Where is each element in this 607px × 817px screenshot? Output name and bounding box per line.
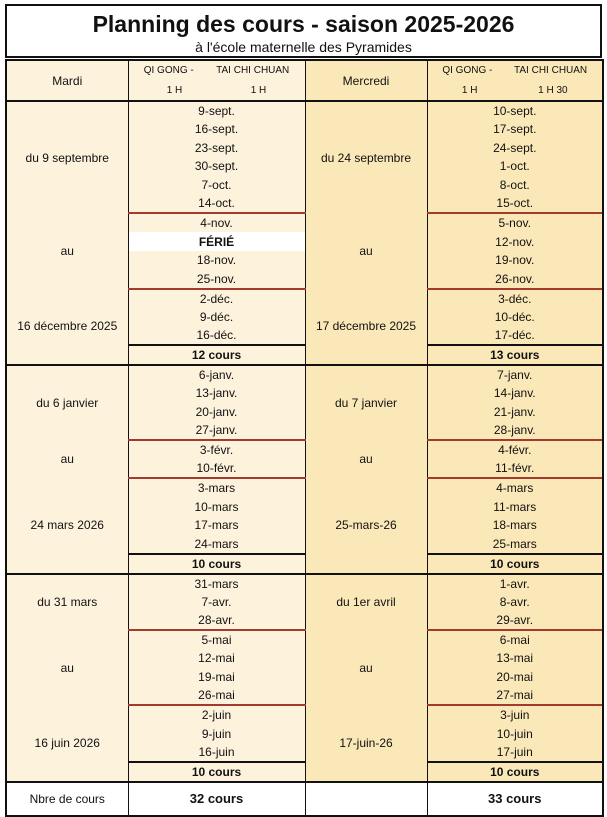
- tuesday-date: 4-nov.: [128, 213, 305, 232]
- header-mercredi-courses: [427, 60, 603, 101]
- wednesday-date: 10-déc.: [427, 308, 603, 327]
- wednesday-date: 3-juin: [427, 705, 603, 724]
- tuesday-date: 27-janv.: [128, 421, 305, 440]
- date-row: [6, 101, 603, 120]
- wednesday-date: 11-mars: [427, 497, 603, 516]
- footer-tuesday-total: 32 cours: [128, 782, 305, 816]
- header-mercredi-qigong: QI GONG -: [442, 64, 493, 76]
- header-mardi-courses: [128, 60, 305, 101]
- page-subtitle: à l'école maternelle des Pyramides: [195, 39, 412, 55]
- tuesday-date: 14-oct.: [128, 194, 305, 213]
- date-row: [6, 213, 603, 232]
- date-row: [6, 574, 603, 593]
- wednesday-date: 7-janv.: [427, 365, 603, 384]
- tuesday-date: 17-mars: [128, 516, 305, 535]
- wednesday-period-total: 13 cours: [427, 345, 603, 365]
- wednesday-date: 29-avr.: [427, 611, 603, 630]
- date-row: [6, 705, 603, 724]
- wednesday-date: 26-nov.: [427, 270, 603, 289]
- tuesday-date: 7-oct.: [128, 176, 305, 195]
- wednesday-date: 19-nov.: [427, 251, 603, 270]
- wednesday-date: 6-mai: [427, 630, 603, 649]
- tuesday-period-label: 16 juin 2026: [6, 705, 128, 782]
- footer-wednesday-total: 33 cours: [427, 782, 603, 816]
- tuesday-date: 10-févr.: [128, 459, 305, 478]
- tuesday-date: 7-avr.: [128, 593, 305, 612]
- tuesday-date: 2-déc.: [128, 289, 305, 308]
- wednesday-period-total: 10 cours: [427, 554, 603, 574]
- tuesday-date: 2-juin: [128, 705, 305, 724]
- header-mardi-taichi: TAI CHI CHUAN: [216, 64, 290, 76]
- wednesday-date: 4-mars: [427, 478, 603, 497]
- wednesday-date: 3-déc.: [427, 289, 603, 308]
- wednesday-date: 10-juin: [427, 724, 603, 743]
- wednesday-date: 18-mars: [427, 516, 603, 535]
- tuesday-period-label: du 31 mars: [6, 574, 128, 631]
- tuesday-date: 9-juin: [128, 724, 305, 743]
- wednesday-date: 8-avr.: [427, 593, 603, 612]
- tuesday-date: 6-janv.: [128, 365, 305, 384]
- wednesday-date: 1-avr.: [427, 574, 603, 593]
- tuesday-date: 18-nov.: [128, 251, 305, 270]
- tuesday-date: 28-avr.: [128, 611, 305, 630]
- tuesday-date: 3-févr.: [128, 440, 305, 459]
- wednesday-period-label: 17-juin-26: [305, 705, 427, 782]
- wednesday-date: 20-mai: [427, 668, 603, 687]
- header-mercredi: Mercredi: [305, 60, 427, 101]
- date-row: [6, 630, 603, 649]
- page-title: Planning des cours - saison 2025-2026: [92, 11, 515, 37]
- header-row: [6, 60, 603, 101]
- wednesday-period-total: 10 cours: [427, 762, 603, 782]
- tuesday-date: 16-juin: [128, 743, 305, 762]
- header-mardi-taichi-duration: 1 H: [250, 84, 267, 96]
- wednesday-date: 14-janv.: [427, 384, 603, 403]
- tuesday-date: FÉRIÉ: [128, 232, 305, 251]
- wednesday-date: 11-févr.: [427, 459, 603, 478]
- tuesday-date: 31-mars: [128, 574, 305, 593]
- tuesday-date: 24-mars: [128, 535, 305, 554]
- wednesday-period-label: du 24 septembre: [305, 101, 427, 213]
- schedule-table: [5, 59, 604, 817]
- wednesday-date: 15-oct.: [427, 194, 603, 213]
- wednesday-date: 10-sept.: [427, 101, 603, 120]
- footer-label: Nbre de cours: [6, 782, 128, 816]
- wednesday-date: 17-déc.: [427, 326, 603, 345]
- header-mardi: Mardi: [6, 60, 128, 101]
- wednesday-date: 12-nov.: [427, 232, 603, 251]
- tuesday-period-total: 12 cours: [128, 345, 305, 365]
- wednesday-period-label: 17 décembre 2025: [305, 289, 427, 366]
- wednesday-period-label: du 7 janvier: [305, 365, 427, 440]
- date-row: [6, 478, 603, 497]
- tuesday-period-total: 10 cours: [128, 762, 305, 782]
- wednesday-period-label: du 1er avril: [305, 574, 427, 631]
- wednesday-date: 27-mai: [427, 686, 603, 705]
- wednesday-date: 25-mars: [427, 535, 603, 554]
- tuesday-period-total: 10 cours: [128, 554, 305, 574]
- wednesday-date: 21-janv.: [427, 403, 603, 422]
- header-mercredi-taichi-duration: 1 H 30: [538, 84, 568, 96]
- tuesday-period-label: du 6 janvier: [6, 365, 128, 440]
- header-mercredi-qigong-duration: 1 H: [461, 84, 478, 96]
- tuesday-date: 13-janv.: [128, 384, 305, 403]
- tuesday-date: 16-déc.: [128, 326, 305, 345]
- tuesday-period-label: au: [6, 213, 128, 288]
- wednesday-date: 8-oct.: [427, 176, 603, 195]
- wednesday-period-label: 25-mars-26: [305, 478, 427, 573]
- tuesday-period-label: 16 décembre 2025: [6, 289, 128, 366]
- wednesday-period-label: au: [305, 630, 427, 705]
- header-mardi-qigong: QI GONG -: [143, 64, 194, 76]
- tuesday-date: 10-mars: [128, 497, 305, 516]
- tuesday-date: 3-mars: [128, 478, 305, 497]
- date-row: [6, 440, 603, 459]
- tuesday-date: 25-nov.: [128, 270, 305, 289]
- tuesday-date: 30-sept.: [128, 157, 305, 176]
- tuesday-date: 9-déc.: [128, 308, 305, 327]
- tuesday-period-label: du 9 septembre: [6, 101, 128, 213]
- title-box: [5, 4, 602, 58]
- wednesday-period-label: au: [305, 440, 427, 478]
- date-row: [6, 289, 603, 308]
- tuesday-date: 20-janv.: [128, 403, 305, 422]
- date-row: [6, 365, 603, 384]
- wednesday-date: 5-nov.: [427, 213, 603, 232]
- tuesday-date: 26-mai: [128, 686, 305, 705]
- wednesday-date: 4-févr.: [427, 440, 603, 459]
- tuesday-date: 12-mai: [128, 649, 305, 668]
- tuesday-date: 16-sept.: [128, 120, 305, 139]
- footer-row: [6, 782, 603, 816]
- wednesday-date: 24-sept.: [427, 139, 603, 158]
- wednesday-date: 17-sept.: [427, 120, 603, 139]
- tuesday-date: 5-mai: [128, 630, 305, 649]
- wednesday-date: 28-janv.: [427, 421, 603, 440]
- tuesday-date: 19-mai: [128, 668, 305, 687]
- wednesday-date: 17-juin: [427, 743, 603, 762]
- wednesday-period-label: au: [305, 213, 427, 288]
- header-mardi-qigong-duration: 1 H: [166, 84, 183, 96]
- wednesday-date: 1-oct.: [427, 157, 603, 176]
- tuesday-period-label: au: [6, 440, 128, 478]
- tuesday-date: 9-sept.: [128, 101, 305, 120]
- tuesday-date: 23-sept.: [128, 139, 305, 158]
- footer-spacer: [305, 782, 427, 816]
- wednesday-date: 13-mai: [427, 649, 603, 668]
- tuesday-period-label: au: [6, 630, 128, 705]
- tuesday-period-label: 24 mars 2026: [6, 478, 128, 573]
- header-mercredi-taichi: TAI CHI CHUAN: [514, 64, 588, 76]
